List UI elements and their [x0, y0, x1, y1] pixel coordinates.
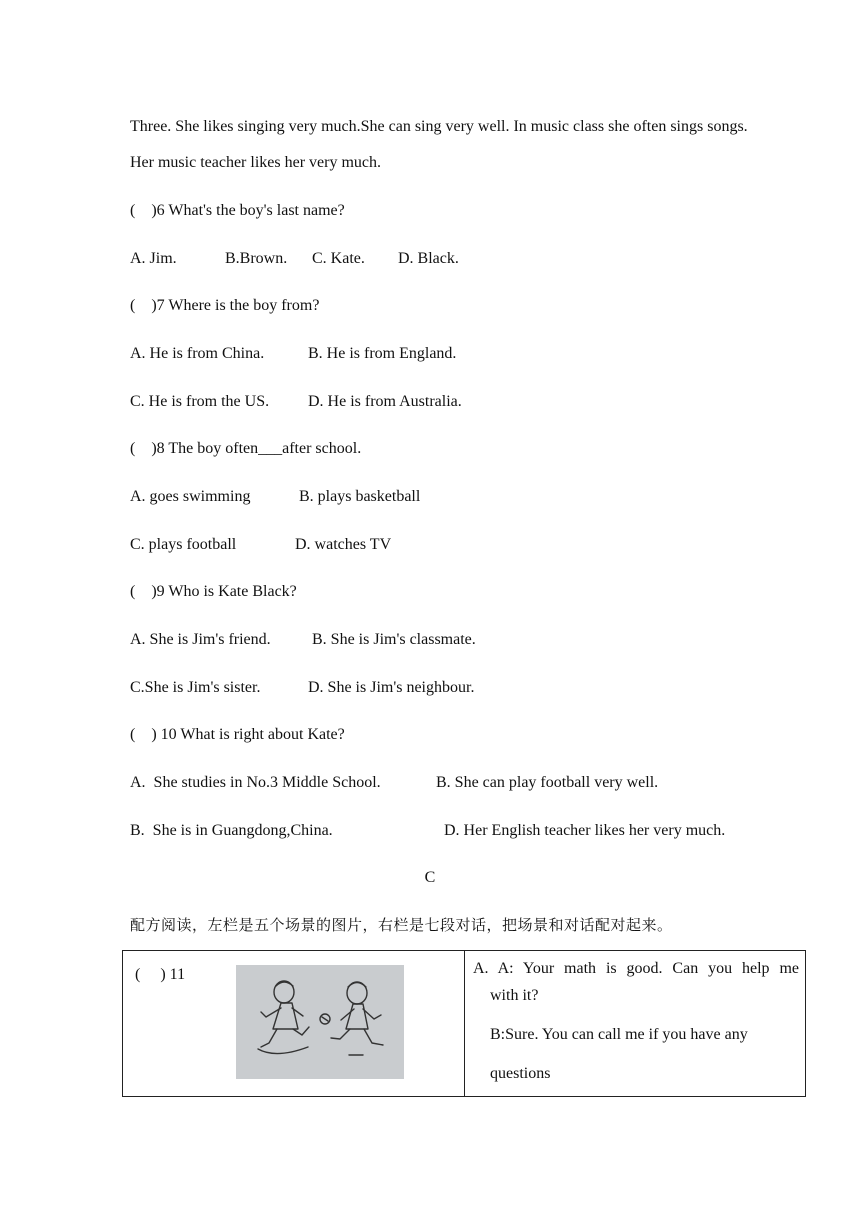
table-row [123, 951, 806, 1097]
option-b: B. He is from England. [308, 345, 457, 362]
option-a: A. goes swimming [130, 488, 251, 505]
question-stem: ( )9 Who is Kate Black? [130, 583, 297, 600]
option-a: A. Jim. [130, 250, 177, 267]
option-b: B. She is Jim's classmate. [312, 631, 476, 648]
matching-table [122, 950, 806, 1097]
option-d: D. She is Jim's neighbour. [308, 679, 475, 696]
option-b: B. She can play football very well. [436, 774, 659, 791]
option-d: D. He is from Australia. [308, 393, 462, 410]
option-c: C. He is from the US. [130, 393, 270, 410]
passage-line: Her music teacher likes her very much. [130, 154, 382, 171]
section-instruction: 配方阅读，左栏是五个场景的图片，右栏是七段对话，把场景和对话配对起来。 [130, 916, 673, 934]
option-c: C. plays football [130, 536, 237, 553]
passage-line: Three. She likes singing very much.She can sing very well. In music class she often sings songs. [130, 118, 748, 135]
option-d: D. Black. [398, 250, 459, 267]
option-c: C. Kate. [312, 250, 365, 267]
football-scene-picture [236, 965, 404, 1079]
dialogue-line: A. A: Your math is good. Can you help me [473, 960, 799, 977]
option-b: B.Brown. [225, 250, 288, 267]
option-a: A. She studies in No.3 Middle School. [130, 774, 381, 791]
option-a: A. He is from China. [130, 345, 265, 362]
option-c: B. She is in Guangdong,China. [130, 822, 333, 839]
option-d: D. Her English teacher likes her very much. [444, 822, 726, 839]
dialogue-line: with it? [490, 987, 539, 1004]
option-a: A. She is Jim's friend. [130, 631, 271, 648]
dialogue-line: B:Sure. You can call me if you have any [490, 1026, 748, 1043]
question-stem: ( )8 The boy often___after school. [130, 440, 362, 457]
option-c: C.She is Jim's sister. [130, 679, 261, 696]
option-b: B. plays basketball [299, 488, 421, 505]
question-stem: ( )6 What's the boy's last name? [130, 202, 345, 219]
two-boys-playing-football-icon [236, 965, 404, 1079]
question-stem: ( )7 Where is the boy from? [130, 297, 320, 314]
dialogue-cell [465, 951, 806, 1097]
question-stem: ( ) 10 What is right about Kate? [130, 726, 345, 743]
option-d: D. watches TV [295, 536, 392, 553]
item-number: ( ) 11 [135, 966, 186, 983]
scene-cell [123, 951, 465, 1097]
section-heading: C [424, 869, 436, 886]
dialogue-line: questions [490, 1065, 551, 1082]
